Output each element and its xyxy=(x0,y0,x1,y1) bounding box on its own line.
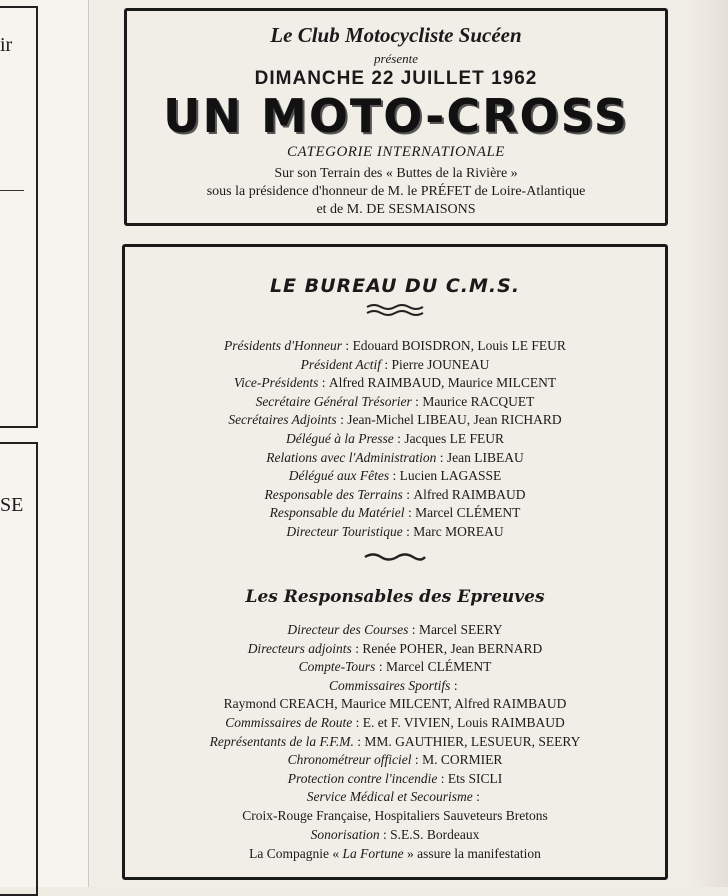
bureau-row: Vice-Présidents : Alfred RAIMBAUD, Maurice MILCENT xyxy=(233,375,557,391)
bureau-names: Jean LIBEAU xyxy=(446,449,524,465)
epreuves-names: E. et F. VIVIEN, Louis RAIMBAUD xyxy=(362,714,565,730)
bureau-box xyxy=(122,244,668,880)
epreuves-row: Commissaires Sportifs : xyxy=(329,677,461,693)
closing-pre: La Compagnie « xyxy=(249,846,340,861)
epreuves-row: Représentants de la F.F.M. : MM. GAUTHIER, LESUEUR, SEERY xyxy=(209,733,581,749)
epreuves-title: Les Responsables des Epreuves xyxy=(245,587,545,607)
bureau-role: Responsable des Terrains xyxy=(264,486,403,502)
bureau-row: Relations avec l'Administration : Jean LIBEAU xyxy=(266,449,524,465)
epreuves-role: Service Médical et Secourisme xyxy=(306,789,473,805)
epreuves-role: Protection contre l'incendie xyxy=(287,770,438,786)
bureau-list xyxy=(125,337,665,542)
bureau-row: Délégué à la Presse : Jacques LE FEUR xyxy=(285,430,505,446)
epreuves-names: S.E.S. Bordeaux xyxy=(390,826,480,842)
closing-post: » assure la manifestation xyxy=(407,846,541,861)
epreuves-names: M. CORMIER xyxy=(422,752,503,768)
bureau-row: Secrétaires Adjoints : Jean-Michel LIBEAU, Jean RICHARD xyxy=(228,412,562,428)
epreuves-row xyxy=(125,807,665,826)
bureau-role: Vice-Présidents xyxy=(233,375,319,391)
epreuves-role: Compte-Tours xyxy=(298,659,376,675)
bureau-role: Responsable du Matériel xyxy=(269,505,405,521)
closing-company: La Fortune xyxy=(342,846,404,861)
header-box xyxy=(124,8,668,226)
presents-text: présente xyxy=(373,51,419,66)
epreuves-role: Directeurs adjoints xyxy=(247,640,352,656)
previous-page-rule xyxy=(0,190,24,191)
club-name: Le Club Motocycliste Sucéen xyxy=(270,23,522,47)
epreuves-row: Compte-Tours : Marcel CLÉMENT xyxy=(298,659,492,675)
bureau-row: Secrétaire Général Trésorier : Maurice RACQUET xyxy=(255,393,535,409)
bureau-title: LE BUREAU DU C.M.S. xyxy=(269,275,521,297)
epreuves-names: Croix-Rouge Française, Hospitaliers Sauveteurs Bretons xyxy=(242,807,548,823)
bureau-names: Alfred RAIMBAUD xyxy=(413,486,526,502)
ornament-divider-icon xyxy=(363,551,427,561)
epreuves-names: Marcel SEERY xyxy=(418,622,503,637)
epreuves-role: Commissaires Sportifs xyxy=(329,677,451,693)
presidence-text-2: et de M. DE SESMAISONS xyxy=(316,202,476,217)
epreuves-row: Protection contre l'incendie : Ets SICLI xyxy=(287,770,503,786)
bureau-names: Pierre JOUNEAU xyxy=(391,356,490,372)
presidence-text: sous la présidence d'honneur de M. le PRÉFET de Loire-Atlantique xyxy=(206,184,586,199)
bureau-names: Maurice RACQUET xyxy=(422,393,535,409)
previous-page-edge xyxy=(0,0,89,887)
bureau-names: Lucien LAGASSE xyxy=(399,468,502,484)
bureau-role: Présidents d'Honneur xyxy=(224,338,343,353)
epreuves-role: Sonorisation xyxy=(310,826,380,842)
event-title: UN MOTO-CROSS xyxy=(163,89,629,143)
epreuves-row: Directeurs adjoints : Renée POHER, Jean BERNARD xyxy=(247,640,543,656)
epreuves-row: Sonorisation : S.E.S. Bordeaux xyxy=(310,826,480,842)
bureau-row: Directeur Touristique : Marc MOREAU xyxy=(286,523,504,539)
epreuves-row: Service Médical et Secourisme : xyxy=(306,789,484,805)
epreuves-names: Marcel CLÉMENT xyxy=(385,659,492,675)
epreuves-names: Renée POHER, Jean BERNARD xyxy=(362,640,543,656)
epreuves-role: Commissaires de Route xyxy=(225,714,353,730)
event-category: CATEGORIE INTERNATIONALE xyxy=(287,144,505,160)
bureau-row: Président Actif : Pierre JOUNEAU xyxy=(300,356,490,372)
epreuves-role: Directeur des Courses xyxy=(287,622,409,637)
bureau-names: Jean-Michel LIBEAU, Jean RICHARD xyxy=(347,412,562,428)
epreuves-row: Chronométreur officiel : M. CORMIER xyxy=(287,752,503,768)
previous-page-fragment-mid: SE xyxy=(0,494,24,516)
bureau-names: Jacques LE FEUR xyxy=(404,430,505,446)
ornament-wave-icon xyxy=(365,303,425,317)
bureau-names: Alfred RAIMBAUD, Maurice MILCENT xyxy=(328,375,557,391)
bureau-names: Edouard BOISDRON, Louis LE FEUR xyxy=(352,338,566,353)
bureau-row: Responsable du Matériel : Marcel CLÉMENT xyxy=(269,505,521,521)
previous-page-fragment-top: ir xyxy=(0,34,13,56)
epreuves-role: Chronométreur officiel xyxy=(287,752,412,768)
bureau-role: Relations avec l'Administration xyxy=(266,449,437,465)
bureau-names: Marcel CLÉMENT xyxy=(415,505,521,521)
previous-page-frame-top xyxy=(0,6,38,428)
bureau-row: Délégué aux Fêtes : Lucien LAGASSE xyxy=(288,468,502,484)
epreuves-names: Raymond CREACH, Maurice MILCENT, Alfred RAIMBAUD xyxy=(223,696,567,712)
bureau-role: Directeur Touristique xyxy=(286,523,403,539)
closing-line xyxy=(125,845,665,864)
epreuves-names: MM. GAUTHIER, LESUEUR, SEERY xyxy=(364,733,581,749)
bureau-role: Président Actif xyxy=(300,356,381,372)
epreuves-row: Commissaires de Route : E. et F. VIVIEN, Louis RAIMBAUD xyxy=(225,714,565,730)
page-shadow xyxy=(688,0,728,887)
bureau-role: Délégué à la Presse xyxy=(285,430,394,446)
bureau-names: Marc MOREAU xyxy=(413,523,504,539)
epreuves-list xyxy=(125,621,665,844)
bureau-role: Secrétaires Adjoints xyxy=(228,412,337,428)
epreuves-row: Directeur des Courses : Marcel SEERY xyxy=(287,622,503,637)
event-date: DIMANCHE 22 JUILLET 1962 xyxy=(254,68,538,89)
terrain-text: Sur son Terrain des « Buttes de la Rivière » xyxy=(274,166,518,181)
epreuves-row xyxy=(125,695,665,714)
bureau-role: Secrétaire Général Trésorier xyxy=(255,393,412,409)
epreuves-names: Ets SICLI xyxy=(447,770,503,786)
epreuves-role: Représentants de la F.F.M. xyxy=(209,733,354,749)
bureau-row: Responsable des Terrains : Alfred RAIMBAUD xyxy=(264,486,526,502)
bureau-row: Présidents d'Honneur : Edouard BOISDRON, Louis LE FEUR xyxy=(224,338,566,353)
bureau-role: Délégué aux Fêtes xyxy=(288,468,390,484)
